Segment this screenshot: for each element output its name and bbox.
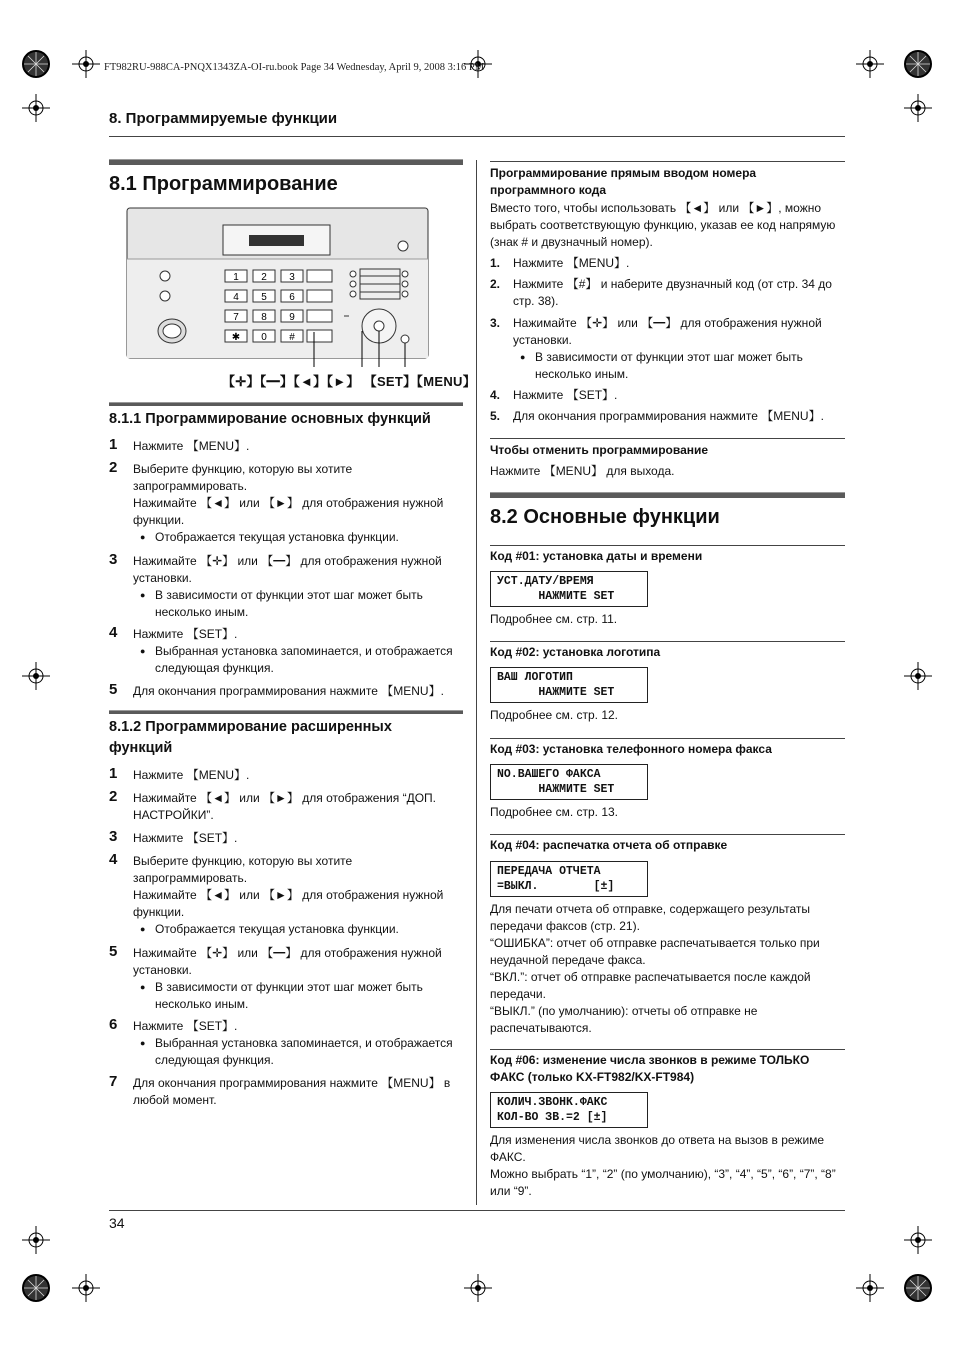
step-text — [133, 1075, 463, 1109]
keypad-key-label: 2 — [261, 272, 267, 283]
keypad-key-label: 9 — [289, 312, 295, 323]
direct-step-line: Для окончания программирования нажмите 【MENU】. — [513, 409, 824, 423]
keypad-key-label: 3 — [289, 272, 295, 283]
step-number: 3 — [109, 551, 118, 568]
step-number: 3 — [109, 828, 118, 845]
lcd-display: NO.ВАШЕГО ФАКСА НАЖМИТЕ SET — [490, 764, 648, 800]
direct-step-number: 3. — [490, 316, 501, 330]
code-rule — [490, 834, 845, 835]
step-number: 4 — [109, 851, 118, 868]
rule-8-1-2 — [109, 710, 463, 714]
keypad-key-label: 8 — [261, 312, 267, 323]
code-description-line: Можно выбрать “1”, “2” (по умолчанию), “3”, “4”, “5”, “6”, “7”, “8” или “9”. — [490, 1167, 836, 1198]
direct-step-text — [513, 276, 843, 310]
code-description-line: “ОШИБКА”: отчет об отправке распечатывается только при неудачной передаче факса. — [490, 936, 820, 967]
code-rule — [490, 545, 845, 546]
step-line: Нажмите 【MENU】. — [133, 768, 250, 782]
lcd-display: КОЛИЧ.ЗВОНК.ФАКС КОЛ-ВО ЗВ.=2 [±] — [490, 1092, 648, 1128]
heading-8-2: 8.2 Основные функции — [490, 506, 720, 528]
step-bullet: ● Выбранная установка запоминается, и отображается следующая функция. — [133, 1035, 463, 1069]
step-number: 1 — [109, 765, 118, 782]
step-line: Нажмите 【MENU】. — [133, 439, 250, 453]
footer-rule — [109, 1210, 845, 1211]
section-header: 8. Программируемые функции — [109, 110, 338, 127]
code-title: Код #03: установка телефонного номера факса — [490, 742, 772, 756]
step-number: 7 — [109, 1073, 118, 1090]
step-line: Нажимайте 【◄】 или 【►】 для отображения нужной функции. — [133, 888, 444, 919]
cancel-text: Нажмите 【MENU】 для выхода. — [490, 464, 675, 478]
direct-step-line: Нажмите 【MENU】. — [513, 256, 630, 270]
code-description-line: “ВЫКЛ.” (по умолчанию): отчеты об отправке не распечатываются. — [490, 1004, 758, 1035]
code-description-line: Подробнее см. стр. 12. — [490, 708, 619, 722]
code-description — [490, 707, 840, 724]
step-line: Для окончания программирования нажмите 【MENU】 в любой момент. — [133, 1076, 451, 1107]
direct-step-text — [513, 255, 843, 272]
code-rule — [490, 738, 845, 739]
step-number: 5 — [109, 943, 118, 960]
fax-panel-illustration — [126, 207, 436, 367]
step-text — [133, 1018, 463, 1069]
direct-step-text — [513, 315, 843, 383]
step-line: Нажмите 【SET】. — [133, 1019, 238, 1033]
code-rule — [490, 641, 845, 642]
step-text — [133, 945, 463, 1013]
code-description — [490, 1132, 840, 1200]
heading-8-1-2: 8.1.2 Программирование расширенных функций — [109, 719, 392, 756]
step-line: Выберите функцию, которую вы хотите запрограммировать. — [133, 854, 353, 885]
direct-title: Программирование прямым вводом номера программного кода — [490, 166, 757, 197]
rule-8-2 — [490, 492, 845, 498]
direct-step-line: Нажмите 【#】 и наберите двузначный код (от стр. 34 до стр. 38). — [513, 277, 832, 308]
rule-direct — [490, 161, 845, 162]
step-number: 5 — [109, 681, 118, 698]
keypad-key-label: 0 — [261, 332, 267, 343]
code-title: Код #02: установка логотипа — [490, 645, 661, 659]
step-number: 4 — [109, 624, 118, 641]
code-description — [490, 611, 840, 628]
step-line: Нажмите 【SET】. — [133, 627, 238, 641]
direct-step-number: 5. — [490, 409, 501, 423]
cancel-title: Чтобы отменить программирование — [490, 443, 709, 457]
column-divider — [476, 160, 477, 1205]
rule-8-1-1 — [109, 402, 463, 406]
step-line: Нажимайте 【◄】 или 【►】 для отображения нужной функции. — [133, 496, 444, 527]
code-description-line: Подробнее см. стр. 11. — [490, 612, 618, 626]
heading-8-1-1: 8.1.1 Программирование основных функций — [109, 411, 431, 427]
code-title: Код #06: изменение числа звонков в режиме ТОЛЬКО ФАКС (только KX-FT982/KX-FT984) — [490, 1053, 810, 1084]
code-description-line: Для изменения числа звонков до ответа на вызов в режиме ФАКС. — [490, 1133, 825, 1164]
step-text — [133, 683, 463, 700]
step-line: Нажимайте 【✛】 или 【━】 для отображения нужной установки. — [133, 946, 442, 977]
keypad-key-label: 5 — [261, 292, 267, 303]
print-line: FT982RU-988CA-PNQX1343ZA-OI-ru.book Page 34 Wednesday, April 9, 2008 3:16 PM — [104, 62, 485, 73]
keypad-key-label: ✱ — [231, 332, 241, 343]
device-key-caption: 【✛】【━】【◄】【►】 【SET】【MENU】 — [222, 374, 476, 389]
code-description — [490, 901, 840, 1037]
keypad-key-label: 4 — [233, 292, 239, 303]
code-description-line: Для печати отчета об отправке, содержащего результаты передачи факсов (стр. 21). — [490, 902, 810, 933]
keypad-key-label: 7 — [233, 312, 239, 323]
step-number: 1 — [109, 436, 118, 453]
lcd-display: ВАШ ЛОГОТИП НАЖМИТЕ SET — [490, 667, 648, 703]
code-description-line: “ВКЛ.”: отчет об отправке распечатывается после каждой передачи. — [490, 970, 811, 1001]
step-line: Нажмите 【SET】. — [133, 831, 238, 845]
direct-step-number: 1. — [490, 256, 501, 270]
lcd-display: ПЕРЕДАЧА ОТЧЕТА =ВЫКЛ. [±] — [490, 861, 648, 897]
step-bullet: ● Отображается текущая установка функции. — [133, 529, 463, 546]
step-number: 2 — [109, 459, 118, 476]
rule-8-1 — [109, 159, 463, 165]
heading-8-1: 8.1 Программирование — [109, 173, 338, 195]
keypad-key-label: # — [289, 332, 295, 343]
step-bullet: ● В зависимости от функции этот шаг может быть несколько иным. — [133, 587, 463, 621]
direct-step-line: Нажимайте 【✛】 или 【━】 для отображения нужной установки. — [513, 316, 822, 347]
step-bullet: ● Выбранная установка запоминается, и отображается следующая функция. — [133, 643, 463, 677]
step-text — [133, 461, 463, 546]
code-description — [490, 804, 840, 821]
code-title: Код #04: распечатка отчета об отправке — [490, 838, 728, 852]
lcd-display: УСТ.ДАТУ/ВРЕМЯ НАЖМИТЕ SET — [490, 571, 648, 607]
step-text — [133, 626, 463, 677]
header-rule — [109, 136, 845, 137]
code-description-line: Подробнее см. стр. 13. — [490, 805, 619, 819]
direct-intro: Вместо того, чтобы использовать 【◄】 или 【►】, можно выбрать соответствующую функцию, указав ее код напрямую (знак # и двузначный номер). — [490, 201, 836, 249]
keypad-key-label: 1 — [233, 272, 239, 283]
step-line: Для окончания программирования нажмите 【MENU】. — [133, 684, 444, 698]
step-line: Выберите функцию, которую вы хотите запрограммировать. — [133, 462, 353, 493]
keypad-key-label: 6 — [289, 292, 295, 303]
code-title: Код #01: установка даты и времени — [490, 549, 703, 563]
step-bullet: ● Отображается текущая установка функции. — [133, 921, 463, 938]
direct-step-number: 2. — [490, 277, 501, 291]
code-rule — [490, 1049, 845, 1050]
step-line: Нажимайте 【◄】 или 【►】 для отображения “ДОП. НАСТРОЙКИ”. — [133, 791, 437, 822]
step-text — [133, 790, 463, 824]
step-number: 2 — [109, 788, 118, 805]
step-text — [133, 553, 463, 621]
step-line: Нажимайте 【✛】 или 【━】 для отображения нужной установки. — [133, 554, 442, 585]
direct-step-line: Нажмите 【SET】. — [513, 388, 618, 402]
step-bullet: ● В зависимости от функции этот шаг может быть несколько иным. — [133, 979, 463, 1013]
step-text — [133, 830, 463, 847]
step-text — [133, 438, 463, 455]
step-number: 6 — [109, 1016, 118, 1033]
direct-step-text — [513, 408, 843, 425]
step-text — [133, 853, 463, 938]
direct-step-text — [513, 387, 843, 404]
direct-step-number: 4. — [490, 388, 501, 402]
direct-step-bullet: ● В зависимости от функции этот шаг может быть несколько иным. — [513, 349, 843, 383]
step-text — [133, 767, 463, 784]
page-number: 34 — [109, 1215, 125, 1231]
rule-cancel — [490, 438, 845, 439]
